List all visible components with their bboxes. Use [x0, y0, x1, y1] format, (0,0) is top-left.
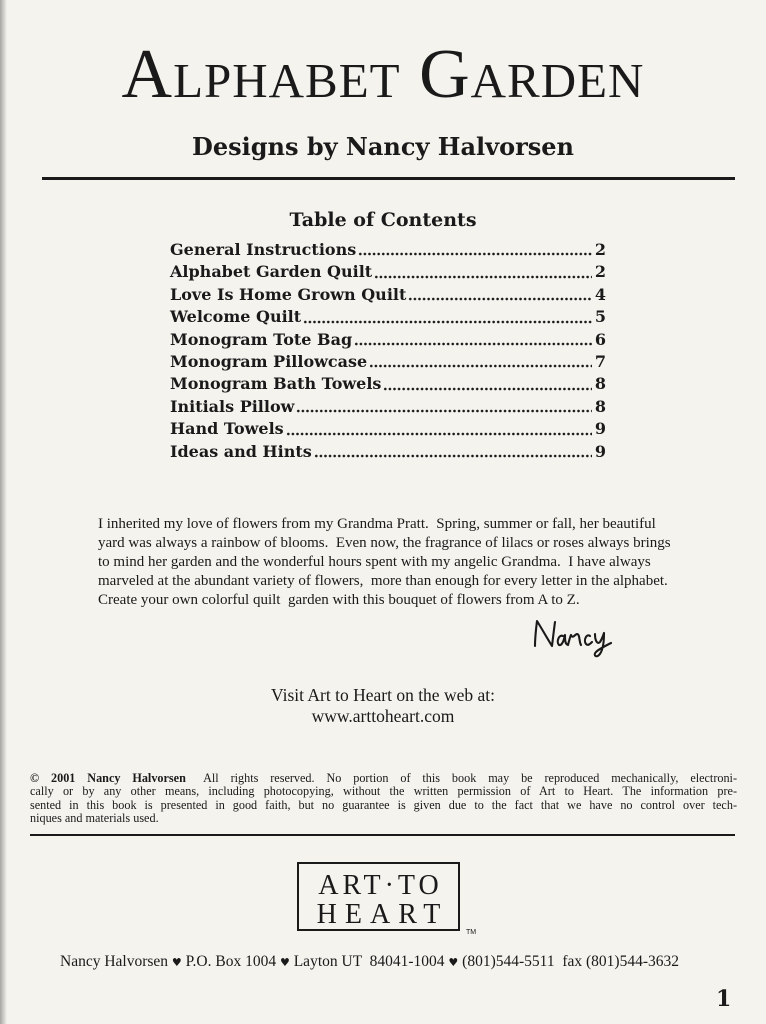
- toc-entry: [170, 306, 606, 328]
- toc-heading: Table of Contents: [289, 209, 477, 231]
- toc-entry-page: 8: [594, 374, 606, 394]
- website-url: www.arttoheart.com: [311, 706, 455, 726]
- address-phone: (801)544-5511: [462, 953, 555, 970]
- address-city: Layton UT 84041-1004: [293, 953, 445, 970]
- address-name: Nancy Halvorsen: [60, 953, 169, 970]
- book-title: Alphabet Garden: [121, 36, 645, 113]
- toc-entry-page: 5: [594, 307, 606, 327]
- dot-leader: [383, 373, 591, 395]
- bottom-divider: [30, 834, 735, 836]
- toc-entry-title: Hand Towels: [170, 419, 284, 439]
- website-visit-text: Visit Art to Heart on the web at:: [271, 685, 495, 705]
- dot-leader: [314, 441, 592, 463]
- copyright-owner: © 2001 Nancy Halvorsen: [30, 772, 186, 785]
- toc-entry-title: Initials Pillow: [170, 396, 295, 416]
- intro-paragraph: [98, 515, 671, 610]
- toc-entry: [170, 284, 606, 306]
- toc-entry-page: 9: [594, 419, 606, 439]
- intro-line: Create your own colorful quilt garden with this bouquet of flowers from A to Z.: [98, 592, 580, 609]
- publisher-logo: [297, 862, 460, 931]
- toc-entry: [170, 373, 606, 395]
- address-po-box: P.O. Box 1004: [185, 953, 277, 970]
- toc-entry-page: 7: [594, 351, 606, 371]
- copyright-text: All rights reserved. No portion of this book may be reproduced mechanically, electroni-: [203, 772, 737, 785]
- handwritten-signature: [527, 612, 619, 660]
- signature-stroke: [535, 621, 611, 656]
- trademark-mark: TM: [466, 929, 477, 936]
- contact-address: [60, 952, 679, 972]
- page-number: 1: [716, 986, 732, 1012]
- dot-leader: [286, 418, 592, 440]
- copyright-notice: [30, 772, 737, 826]
- heart-icon: ♥: [171, 956, 182, 969]
- toc-entry-page: 8: [594, 396, 606, 416]
- intro-line: I inherited my love of flowers from my Grandma Pratt. Spring, summer or fall, her beautiful: [98, 516, 656, 532]
- toc-entry: [170, 418, 606, 440]
- dot-leader: [374, 261, 592, 283]
- intro-line: to mind her garden and the wonderful hours spent with my angelic Grandma. I have always: [98, 554, 651, 571]
- table-of-contents: [170, 239, 606, 463]
- heart-icon: ♥: [279, 956, 290, 969]
- dot-leader: [303, 306, 592, 328]
- dot-leader: [296, 396, 591, 418]
- logo-line-1: ART·TO: [318, 870, 443, 901]
- logo-line-2: HEART: [316, 899, 449, 930]
- top-divider: [42, 177, 735, 180]
- toc-entry-page: 2: [594, 240, 606, 259]
- address-fax: fax (801)544-3632: [562, 953, 679, 970]
- toc-entry-page: 4: [594, 284, 606, 304]
- toc-entry-title: General Instructions: [170, 240, 357, 259]
- heart-icon: ♥: [448, 956, 459, 969]
- toc-entry: [170, 329, 606, 351]
- toc-entry-title: Ideas and Hints: [170, 441, 312, 461]
- toc-entry-title: Monogram Bath Towels: [170, 374, 382, 394]
- copyright-line: sented in this book is presented in good faith, but no guarantee is given due to the fact that we have no control over tech-: [30, 798, 737, 812]
- toc-entry: [170, 239, 606, 261]
- intro-line: marveled at the abundant variety of flowers, more than enough for every letter in the alphabet.: [98, 573, 668, 590]
- copyright-line: cally or by any other means, including photocopying, without the written permission of Art to Heart. The information pre-: [30, 785, 737, 799]
- dot-leader: [358, 239, 592, 261]
- intro-line: yard was always a rainbow of blooms. Even now, the fragrance of lilacs or roses always brings: [98, 535, 671, 552]
- toc-entry-title: Welcome Quilt: [170, 307, 302, 327]
- toc-entry: [170, 441, 606, 463]
- toc-entry: [170, 396, 606, 418]
- toc-entry-title: Alphabet Garden Quilt: [170, 262, 373, 282]
- toc-entry-page: 2: [594, 262, 606, 282]
- toc-entry: [170, 351, 606, 373]
- website-notice: [0, 685, 766, 727]
- copyright-line: [30, 772, 737, 785]
- dot-leader: [369, 351, 592, 373]
- designer-credit: Designs by Nancy Halvorsen: [192, 132, 574, 161]
- dot-leader: [408, 284, 592, 306]
- toc-entry-page: 6: [594, 329, 606, 349]
- dot-leader: [354, 329, 592, 351]
- toc-entry-title: Love Is Home Grown Quilt: [170, 284, 407, 304]
- copyright-line: niques and materials used.: [30, 812, 159, 826]
- toc-entry-title: Monogram Pillowcase: [170, 351, 368, 371]
- toc-entry-page: 9: [594, 441, 606, 461]
- toc-entry: [170, 261, 606, 283]
- toc-entry-title: Monogram Tote Bag: [170, 329, 353, 349]
